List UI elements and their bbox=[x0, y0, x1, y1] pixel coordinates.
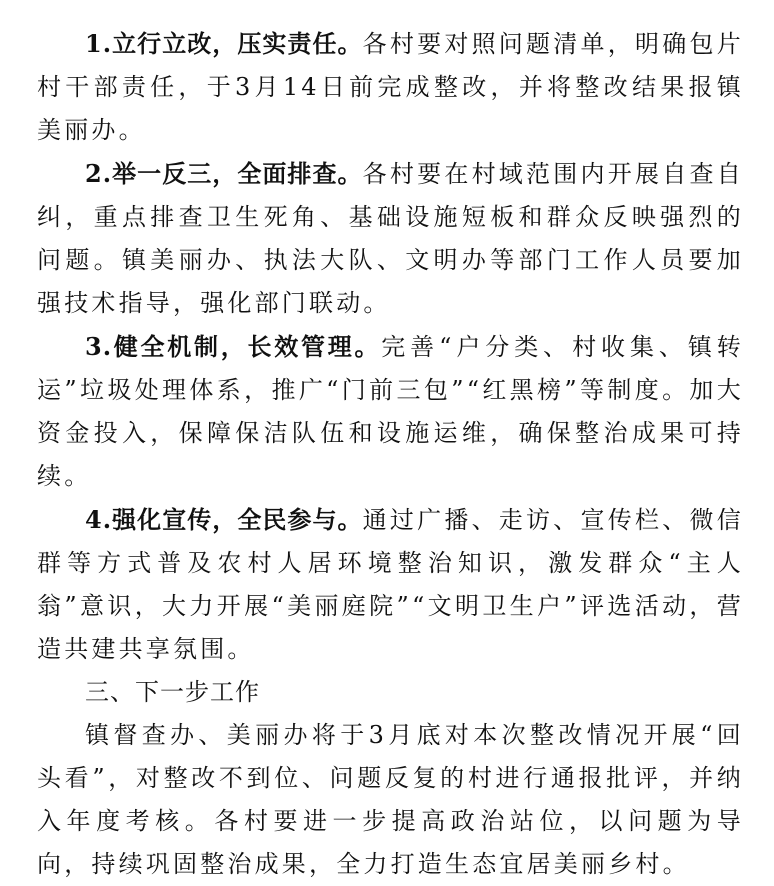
item-1-body: 各村要对照问题清单，明确包片村干部责任，于3月14日前完成整改，并将整改结果报镇美丽办。 bbox=[37, 30, 744, 144]
item-4-body: 通过广播、走访、宣传栏、微信群等方式普及农村人居环境整治知识，激发群众“主人翁”意识，大力开展“美丽庭院”“文明卫生户”评选活动，营造共建共享氛围。 bbox=[37, 506, 744, 663]
item-3-lead: 3.健全机制，长效管理。 bbox=[85, 332, 382, 361]
item-2-body: 各村要在村域范围内开展自查自纠，重点排查卫生死角、基础设施短板和群众反映强烈的问题。镇美丽办、执法大队、文明办等部门工作人员要加强技术指导，强化部门联动。 bbox=[37, 160, 744, 317]
paragraph-item-2 bbox=[37, 152, 744, 325]
paragraph-item-3 bbox=[37, 325, 744, 498]
paragraph-item-1 bbox=[37, 22, 744, 152]
section-paragraph: 镇督查办、美丽办将于3月底对本次整改情况开展“回头看”，对整改不到位、问题反复的村进行通报批评，并纳入年度考核。各村要进一步提高政治站位，以问题为导向，持续巩固整治成果，全力打造生态宜居美丽乡村。 bbox=[37, 721, 744, 878]
item-1-lead: 1.立行立改，压实责任。 bbox=[85, 29, 363, 58]
item-3-body: 完善“户分类、村收集、镇转运”垃圾处理体系，推广“门前三包”“红黑榜”等制度。加大资金投入，保障保洁队伍和设施运维，确保整治成果可持续。 bbox=[37, 333, 744, 490]
paragraph-item-4 bbox=[37, 498, 744, 671]
item-4-lead: 4.强化宣传，全民参与。 bbox=[85, 505, 363, 534]
item-2-lead: 2.举一反三，全面排查。 bbox=[85, 159, 363, 188]
section-heading: 三、下一步工作 bbox=[85, 678, 260, 706]
